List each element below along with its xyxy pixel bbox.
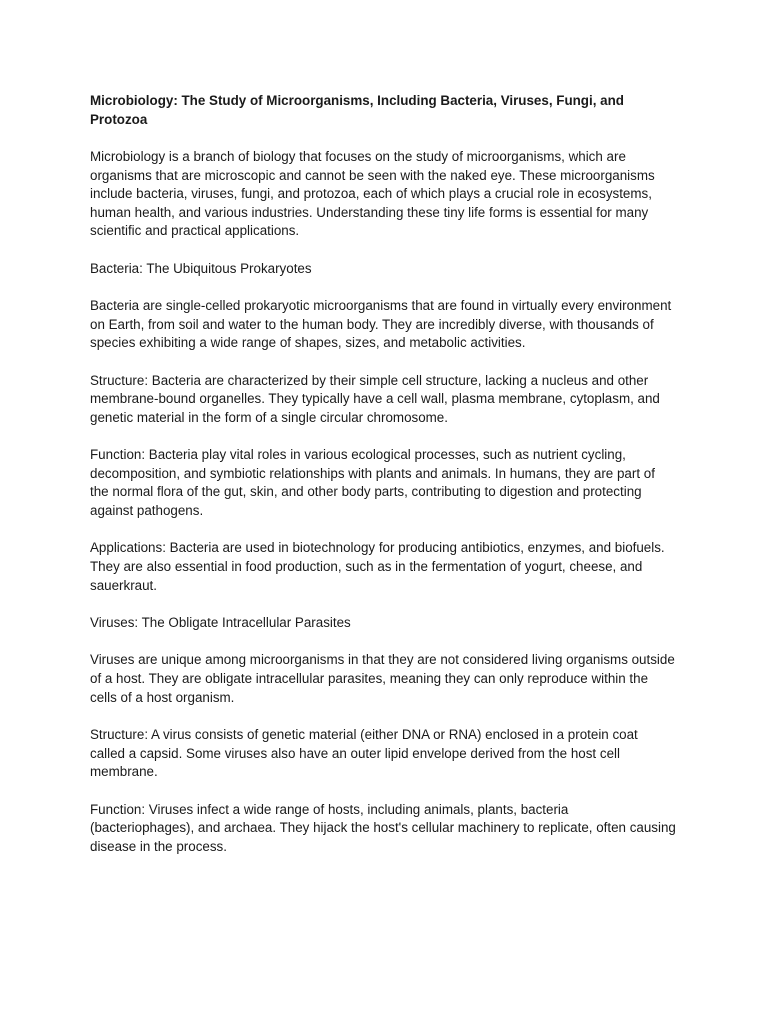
viruses-heading: Viruses: The Obligate Intracellular Parasites [90, 615, 351, 631]
bacteria-overview-paragraph: Bacteria are single-celled prokaryotic microorganisms that are found in virtually every environment on Earth, from soil and water to the human body. They are incredibly diverse, with thousands of species exhibiting a wide range of shapes, sizes, and metabolic activities. [90, 298, 672, 351]
intro-paragraph: Microbiology is a branch of biology that focuses on the study of microorganisms, which are organisms that are microscopic and cannot be seen with the naked eye. These microorganisms include bacteria, viruses, fungi, and protozoa, each of which plays a crucial role in ecosystems, human health, and various industries. Understanding these tiny life forms is essential for many scientific and practical applications. [90, 148, 655, 239]
bacteria-applications-paragraph: Applications: Bacteria are used in biotechnology for producing antibiotics, enzymes, and biofuels. They are also essential in food production, such as in the fermentation of yogurt, cheese, and sauerkraut. [90, 540, 665, 593]
viruses-structure-paragraph: Structure: A virus consists of genetic material (either DNA or RNA) enclosed in a protein coat called a capsid. Some viruses also have an outer lipid envelope derived from the host cell membrane. [90, 727, 638, 780]
viruses-function-paragraph: Function: Viruses infect a wide range of hosts, including animals, plants, bacteria (bacteriophages), and archaea. They hijack the host's cellular machinery to replicate, often causing disease in the process. [90, 801, 676, 854]
viruses-overview-paragraph: Viruses are unique among microorganisms in that they are not considered living organisms outside of a host. They are obligate intracellular parasites, meaning they can only reproduce within the cells of a host organism. [90, 652, 675, 705]
document-title: Microbiology: The Study of Microorganisms, Including Bacteria, Viruses, Fungi, and Protozoa [90, 93, 624, 127]
document-page [90, 92, 676, 875]
bacteria-function-paragraph: Function: Bacteria play vital roles in various ecological processes, such as nutrient cycling, decomposition, and symbiotic relationships with plants and animals. In humans, they are part of the normal flora of the gut, skin, and other body parts, contributing to digestion and protecting against pathogens. [90, 447, 655, 519]
bacteria-structure-paragraph: Structure: Bacteria are characterized by their simple cell structure, lacking a nucleus and other membrane-bound organelles. They typically have a cell wall, plasma membrane, cytoplasm, and genetic material in the form of a single circular chromosome. [90, 372, 660, 425]
bacteria-heading: Bacteria: The Ubiquitous Prokaryotes [90, 260, 312, 276]
